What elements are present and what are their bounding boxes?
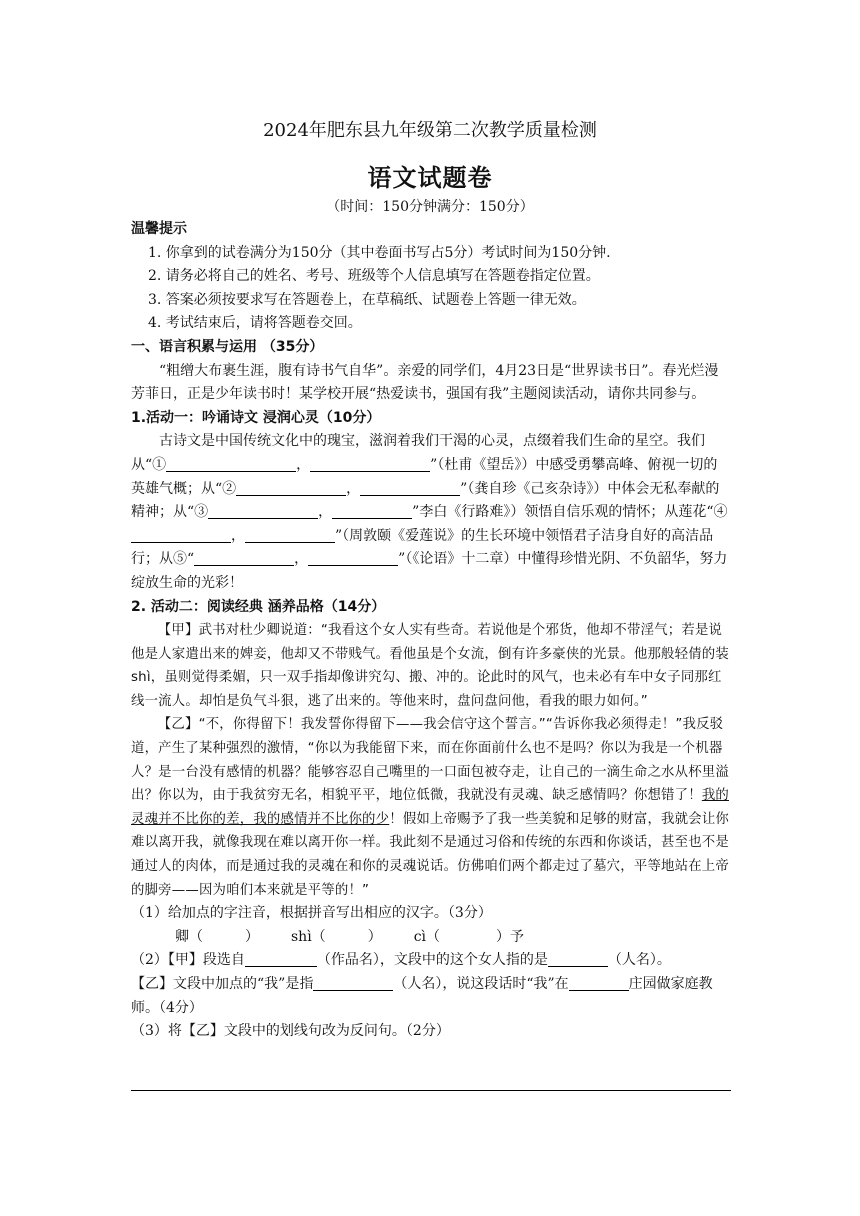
blank-4b[interactable] <box>245 526 335 543</box>
passage-yi: 【乙】“不，你得留下！我发誓你得留下——我会信守这个誓言。”“告诉你我必须得走！”我反驳道，产生了某种强烈的激情，“你以为我能留下来，而在你面前什么也不是吗？你以为我是一个机器人？是一台没有感情的机器？能够容忍自己嘴里的一口面包被夺走，让自己的一滴生命之水从杯里溢出？你以为，由于我贫穷无名，相貌平平，地位低微，我就没有灵魂、缺乏感情吗？你想错了！我的灵魂并不比你的差，我的感情并不比你的少！假如上帝赐予了我一些美貌和足够的财富，我就会让你难以离开我，就像我现在难以离开你一样。我此刻不是通过习俗和传统的东西和你谈话，甚至也不是通过人的肉体，而是通过我的灵魂在和你的灵魂说话。仿佛咱们两个都走过了墓穴，平等地站在上帝的脚旁——因为咱们本来就是平等的！” <box>131 717 729 898</box>
tip-item: 2. 请务必将自己的姓名、考号、班级等个人信息填写在答题卷指定位置。 <box>148 268 600 285</box>
tip-item: 3. 答案必须按要求写在答题卷上，在草稿纸、试题卷上答题一律无效。 <box>148 291 586 308</box>
blank-work-title[interactable] <box>245 950 317 967</box>
answer-line[interactable] <box>131 1090 731 1091</box>
blank-5b[interactable] <box>308 549 398 566</box>
subject-title: 语文试题卷 <box>367 163 493 192</box>
blank-3a[interactable] <box>208 502 318 519</box>
question-1-items: 卿（ ） shì（ ） cì（ ）予 <box>175 928 525 945</box>
blank-1b[interactable] <box>310 455 430 472</box>
blank-woman-name[interactable] <box>548 950 608 967</box>
tip-item: 4. 考试结束后，请将答题卷交回。 <box>148 315 362 332</box>
section-intro: “粗缯大布裹生涯，腹有诗书气自华”。亲爱的同学们，4月23日是“世界读书日”。春光烂漫芳菲日，正是少年读书时！某学校开展“热爱读书，强国有我”主题阅读活动，请你共同参与。 <box>131 362 719 403</box>
blank-5a[interactable] <box>194 549 294 566</box>
exam-content <box>131 218 731 1044</box>
blank-3b[interactable] <box>332 502 412 519</box>
time-info: （时间：150分钟满分：150分） <box>326 199 534 215</box>
activity1-fill-paragraph: 古诗文是中国传统文化中的瑰宝，滋润着我们干渴的心灵，点缀着我们生命的星空。我们从“① ， ”（杜甫《望岳》）中感受勇攀高峰、俯视一切的英雄气概；从“② ， ”（龚自珍《己亥杂诗》）中体会无私奉献的精神；从“③ ， ”李白《行路难》）领悟自信乐观的情怀；从莲花“④， ”（周敦颐《爱莲说》的生长环境中领悟君子洁身自好的高洁品行；从⑤“ ， ”（《论语》十二章）中懂得珍惜光阴、不负韶华，努力绽放生命的光彩！ <box>131 433 728 591</box>
activity2-heading: 2. 活动二：阅读经典 涵养品格（14分） <box>131 598 386 615</box>
tips-heading: 温馨提示 <box>131 221 187 237</box>
tip-item: 1. 你拿到的试卷满分为150分（其中卷面书写占5分）考试时间为150分钟. <box>148 244 611 261</box>
blank-1a[interactable] <box>166 455 296 472</box>
blank-4a[interactable] <box>131 526 231 543</box>
question-2-cont: 【乙】文段中加点的“我”是指 （人名），说这段话时“我”在 庄园做家庭教师。（4分） <box>131 976 713 1016</box>
blank-manor-name[interactable] <box>569 974 629 991</box>
blank-narrator-name[interactable] <box>313 974 393 991</box>
exam-title: 2024年肥东县九年级第二次教学质量检测 <box>263 120 597 141</box>
underlined-sentence: 我的灵魂并不比你的差，我的感情并不比你的少 <box>131 788 729 827</box>
blank-2a[interactable] <box>236 479 346 496</box>
activity1-heading: 1.活动一：吟诵诗文 浸润心灵（10分） <box>131 409 381 426</box>
question-2: （2）【甲】段选自 （作品名），文段中的这个女人指的是 （人名）。 <box>131 952 671 969</box>
question-1: （1）给加点的字注音，根据拼音写出相应的汉字。（3分） <box>131 905 492 922</box>
question-3: （3）将【乙】文段中的划线句改为反问句。（2分） <box>131 1023 450 1040</box>
section-heading: 一、语言积累与运用 （35分） <box>131 338 324 355</box>
blank-2b[interactable] <box>360 479 460 496</box>
passage-jia: 【甲】武书对杜少卿说道：“我看这个女人实有些奇。若说他是个邪货，他却不带淫气；若是说他是人家遣出来的婢妾，他却又不带贱气。看他虽是个女流，倒有许多豪侠的光景。他那般轻倩的装shì，虽则觉得柔媚，只一双手指却像讲究勾、搬、冲的。论此时的风气，也未必有车中女子同那红线一流人。却怕是负气斗狠，逃了出来的。等他来时，盘问盘问他，看我的眼力如何。” <box>131 623 729 709</box>
